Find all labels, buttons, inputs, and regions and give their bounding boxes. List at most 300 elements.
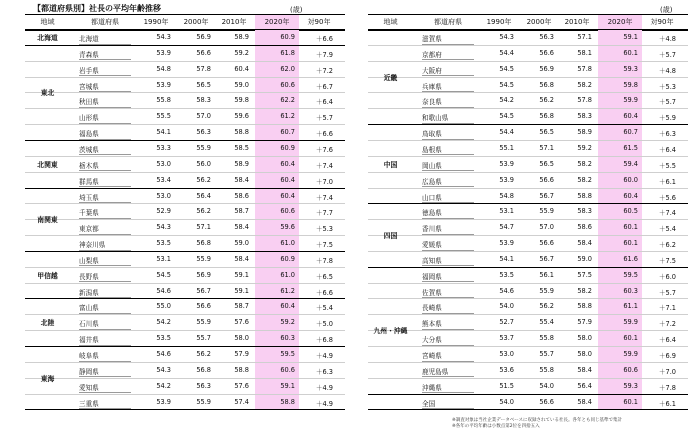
value-y2020: 59.2 [280,318,295,327]
value-diff: ＋7.5 [315,241,333,250]
table-row [25,124,345,141]
value-y2020: 59.5 [623,270,638,279]
table-row [25,378,345,395]
value-y1990: 54.5 [499,80,514,89]
value-y2020: 60.1 [623,397,638,406]
table-row [25,219,345,236]
value-y2000: 56.3 [196,128,211,137]
value-y1990: 54.6 [499,286,514,295]
region-label: 東海 [40,374,55,383]
table-row [25,45,345,62]
value-diff: ＋5.4 [658,225,676,234]
value-y2000: 57.1 [539,143,554,152]
value-y2010: 57.4 [234,397,249,406]
prefecture-name: 高知県 [422,255,474,267]
value-y1990: 54.5 [156,270,171,279]
prefecture-name: 富山県 [79,302,131,314]
value-y2020: 59.4 [623,159,638,168]
table-row [25,92,345,109]
value-y1990: 53.6 [499,365,514,374]
value-y1990: 54.2 [499,96,514,105]
value-y2010: 58.9 [234,159,249,168]
value-diff: ＋7.4 [315,161,333,170]
value-diff: ＋4.8 [658,66,676,75]
value-y2000: 56.1 [539,270,554,279]
value-y2020: 60.3 [280,334,295,343]
value-y2010: 57.8 [577,64,592,73]
value-diff: ＋4.9 [315,399,333,408]
value-y2010: 58.4 [234,223,249,232]
value-diff: ＋6.6 [315,288,333,297]
table-row [368,394,688,411]
value-y1990: 54.5 [499,112,514,121]
value-y2020: 60.1 [623,48,638,57]
value-y2010: 58.9 [577,128,592,137]
table-row [25,203,345,220]
prefecture-name: 奈良県 [422,96,474,108]
value-diff: ＋6.1 [658,399,676,408]
value-y2010: 59.2 [577,143,592,152]
prefecture-name: 埼玉県 [79,192,131,204]
prefecture-name: 熊本県 [422,318,474,330]
table-row [368,29,688,46]
value-diff: ＋6.1 [658,177,676,186]
value-diff: ＋7.8 [658,383,676,392]
value-y1990: 53.1 [156,254,171,263]
value-y2000: 57.1 [196,223,211,232]
value-y2010: 58.2 [577,286,592,295]
value-y2000: 56.7 [539,191,554,200]
value-y2000: 56.6 [539,239,554,248]
value-diff: ＋7.6 [315,145,333,154]
value-diff: ＋5.3 [315,225,333,234]
value-y2020: 59.8 [623,80,638,89]
value-y2000: 55.4 [539,318,554,327]
value-y1990: 54.8 [499,191,514,200]
value-y2010: 58.2 [577,175,592,184]
table-row [368,267,688,284]
value-y2000: 56.9 [539,64,554,73]
table-row [25,362,345,379]
table-bottom-rule [25,409,345,410]
value-y1990: 53.9 [156,80,171,89]
value-y2000: 56.4 [196,191,211,200]
table-row [368,156,688,173]
table-row [368,92,688,109]
value-diff: ＋5.3 [658,82,676,91]
prefecture-name: 青森県 [79,49,131,61]
value-y2020: 60.7 [623,128,638,137]
value-diff: ＋7.0 [315,177,333,186]
value-y2010: 58.3 [577,112,592,121]
value-y2020: 60.4 [280,159,295,168]
prefecture-name: 佐賀県 [422,287,474,299]
value-y2010: 56.4 [577,381,592,390]
region-label: 九州・沖縄 [373,327,408,336]
value-y2000: 55.8 [539,365,554,374]
value-y1990: 53.7 [499,334,514,343]
value-y1990: 52.9 [156,207,171,216]
value-y2020: 60.4 [280,191,295,200]
table-row [368,362,688,379]
value-y2010: 59.0 [234,80,249,89]
prefecture-name: 兵庫県 [422,81,474,93]
value-y2010: 57.9 [577,318,592,327]
value-y2020: 60.1 [623,334,638,343]
table-row [25,235,345,252]
value-y2000: 56.2 [196,175,211,184]
prefecture-name: 岩手県 [79,65,131,77]
value-y2010: 58.6 [234,191,249,200]
value-y2000: 56.6 [539,397,554,406]
prefecture-name: 和歌山県 [422,112,474,124]
value-y2010: 58.8 [234,365,249,374]
prefecture-name: 長崎県 [422,302,474,314]
value-y2020: 59.9 [623,96,638,105]
value-y2000: 56.2 [196,350,211,358]
value-y2020: 59.9 [623,350,638,358]
value-y2000: 56.9 [196,33,211,41]
table-row [25,298,345,315]
value-y2000: 56.0 [196,159,211,168]
value-y1990: 53.5 [156,334,171,343]
header-pref: 都道府県 [91,18,119,26]
prefecture-name: 福岡県 [422,271,474,283]
value-y2010: 58.4 [234,254,249,263]
prefecture-name: 千葉県 [79,207,131,219]
value-y2010: 57.6 [234,381,249,390]
value-y2020: 59.1 [623,33,638,41]
table-row [25,283,345,300]
value-y1990: 54.4 [499,128,514,137]
value-y2020: 58.8 [280,397,295,406]
header-pref: 都道府県 [434,18,462,26]
region-label: 南関東 [37,216,58,225]
value-diff: ＋5.5 [658,161,676,170]
table-row [368,314,688,331]
region-label: 甲信越 [37,271,58,280]
value-y1990: 53.0 [499,350,514,358]
prefecture-name: 沖縄県 [422,382,474,394]
value-y2020: 60.9 [280,254,295,263]
header-y2020: 2020年 [264,18,290,26]
value-y2020: 61.0 [280,270,295,279]
value-y2010: 58.6 [577,223,592,232]
value-y2000: 55.9 [539,286,554,295]
value-diff: ＋7.4 [315,193,333,202]
value-diff: ＋7.1 [658,304,676,313]
value-y1990: 54.4 [499,48,514,57]
table-row [25,108,345,125]
footnote-2: ※各年の平均年齢は小数点第2位を四捨五入 [452,423,540,429]
value-diff: ＋5.6 [658,193,676,202]
value-y2010: 59.0 [577,254,592,263]
table-row [368,108,688,125]
value-y1990: 53.5 [156,239,171,248]
value-y1990: 53.5 [499,270,514,279]
value-y2000: 56.6 [539,48,554,57]
value-y1990: 53.9 [499,159,514,168]
value-y2000: 56.6 [196,48,211,57]
value-y2020: 62.0 [280,64,295,73]
value-y2020: 60.4 [623,191,638,200]
prefecture-name: 愛知県 [79,382,131,394]
value-y1990: 55.0 [156,302,171,311]
value-y1990: 53.9 [499,175,514,184]
value-y2000: 58.3 [196,96,211,105]
value-diff: ＋6.5 [315,272,333,281]
value-y1990: 54.6 [156,350,171,358]
table-bottom-rule [368,409,688,410]
value-y2000: 55.9 [196,318,211,327]
value-y1990: 51.5 [499,381,514,390]
value-y2000: 57.0 [539,223,554,232]
value-y2020: 60.6 [280,207,295,216]
value-y2020: 60.4 [280,302,295,311]
prefecture-name: 山口県 [422,192,474,204]
region-label: 北関東 [37,160,58,169]
table-row [25,188,345,205]
value-y1990: 53.3 [156,143,171,152]
table-row [368,172,688,189]
value-diff: ＋6.0 [658,272,676,281]
value-y2000: 57.8 [196,64,211,73]
value-diff: ＋5.7 [315,114,333,123]
header-y1990: 1990年 [143,18,169,26]
value-y2000: 56.3 [196,381,211,390]
value-y2000: 56.5 [539,128,554,137]
value-y2010: 57.8 [577,96,592,105]
value-y2010: 57.9 [234,350,249,358]
table-row [25,172,345,189]
value-y2020: 61.2 [280,112,295,121]
header-y2000: 2000年 [183,18,209,26]
prefecture-name: 静岡県 [79,366,131,378]
prefecture-name: 大分県 [422,334,474,346]
header-y2020: 2020年 [607,18,633,26]
region-label: 中国 [383,160,398,169]
value-y2020: 60.9 [280,33,295,41]
value-y1990: 55.1 [499,143,514,152]
table-row [368,298,688,315]
prefecture-name: 大阪府 [422,65,474,77]
prefecture-name: 栃木県 [79,160,131,172]
value-diff: ＋4.9 [315,352,333,360]
prefecture-name: 東京都 [79,223,131,235]
table-row [368,203,688,220]
value-y1990: 55.5 [156,112,171,121]
value-y2000: 56.7 [196,286,211,295]
prefecture-name: 北海道 [79,33,131,45]
value-y2000: 56.6 [196,302,211,311]
header-y2000: 2000年 [526,18,552,26]
value-y2020: 61.8 [280,48,295,57]
value-diff: ＋7.2 [658,320,676,329]
header-diff: 対90年 [650,18,674,26]
table-row [368,283,688,300]
value-diff: ＋6.3 [658,130,676,139]
unit-label-right: (歳) [660,6,673,14]
value-y2010: 58.0 [577,350,592,358]
value-diff: ＋6.6 [315,35,333,43]
region-label: 四国 [383,232,398,241]
value-y2020: 61.0 [280,239,295,248]
value-y2010: 57.1 [577,33,592,41]
value-y1990: 55.8 [156,96,171,105]
value-y2010: 58.4 [577,239,592,248]
value-y2000: 55.9 [196,143,211,152]
value-y1990: 53.9 [156,48,171,57]
value-y2000: 56.8 [539,80,554,89]
value-diff: ＋6.6 [315,130,333,139]
left-table [25,14,345,428]
prefecture-name: 宮崎県 [422,350,474,362]
value-diff: ＋6.4 [658,145,676,154]
table-row [25,61,345,78]
value-y1990: 54.2 [156,381,171,390]
table-row [25,267,345,284]
value-y1990: 53.9 [499,239,514,248]
value-y2010: 58.7 [234,302,249,311]
prefecture-name: 群馬県 [79,176,131,188]
value-y2010: 58.1 [577,48,592,57]
prefecture-name: 宮城県 [79,81,131,93]
value-diff: ＋6.4 [658,336,676,345]
value-y2010: 58.4 [577,365,592,374]
header-region: 地域 [40,18,55,26]
value-y1990: 54.3 [156,223,171,232]
value-y2020: 61.6 [623,254,638,263]
value-y2020: 61.5 [623,143,638,152]
prefecture-name: 福井県 [79,334,131,346]
value-y2020: 60.4 [280,175,295,184]
prefecture-name: 愛媛県 [422,239,474,251]
value-y2010: 60.4 [234,64,249,73]
value-y2010: 58.0 [234,334,249,343]
prefecture-name: 山形県 [79,112,131,124]
table-row [25,330,345,347]
table-row [368,235,688,252]
value-y2010: 57.6 [234,318,249,327]
value-y2020: 62.2 [280,96,295,105]
region-label: 北陸 [40,319,55,328]
value-diff: ＋5.7 [658,288,676,297]
header-region: 地域 [383,18,398,26]
value-y2020: 60.0 [623,175,638,184]
value-y2000: 56.8 [196,365,211,374]
value-y1990: 54.3 [156,33,171,41]
value-y2010: 59.8 [234,96,249,105]
prefecture-name: 香川県 [422,223,474,235]
value-diff: ＋7.8 [315,256,333,265]
value-diff: ＋5.9 [658,114,676,123]
header-y2010: 2010年 [564,18,590,26]
value-diff: ＋6.7 [315,82,333,91]
table-row [25,314,345,331]
value-y2010: 59.2 [234,48,249,57]
value-y2010: 58.0 [577,334,592,343]
value-y1990: 54.2 [156,318,171,327]
value-y1990: 54.1 [156,128,171,137]
value-y2020: 59.6 [280,223,295,232]
value-diff: ＋6.8 [315,336,333,345]
value-diff: ＋7.9 [315,50,333,59]
value-y2010: 58.4 [577,397,592,406]
value-y2020: 60.1 [623,239,638,248]
value-y1990: 53.1 [499,207,514,216]
prefecture-name: 広島県 [422,176,474,188]
value-y2010: 58.8 [577,191,592,200]
table-row [25,140,345,157]
prefecture-name: 全国 [422,398,474,410]
prefecture-name: 秋田県 [79,96,131,108]
value-y2010: 58.2 [577,80,592,89]
table-row [25,29,345,46]
value-y1990: 54.7 [499,223,514,232]
value-y1990: 53.4 [156,175,171,184]
value-diff: ＋6.9 [658,352,676,360]
value-y1990: 54.1 [499,254,514,263]
value-y2000: 56.5 [539,159,554,168]
value-y2010: 58.2 [577,159,592,168]
value-y2000: 56.3 [539,33,554,41]
table-row [368,219,688,236]
prefecture-name: 石川県 [79,318,131,330]
value-diff: ＋5.4 [315,304,333,313]
prefecture-name: 鳥取県 [422,128,474,140]
value-y2020: 59.5 [280,350,295,358]
header-y2010: 2010年 [221,18,247,26]
footnotes [452,418,622,429]
value-y1990: 54.0 [499,397,514,406]
unit-label-left: (歳) [290,6,303,14]
value-diff: ＋6.3 [315,367,333,376]
prefecture-name: 福島県 [79,128,131,140]
prefecture-name: 京都府 [422,49,474,61]
table-row [25,251,345,268]
value-y2020: 60.9 [280,143,295,152]
value-diff: ＋7.5 [658,256,676,265]
value-y2020: 60.6 [623,365,638,374]
table-row [25,156,345,173]
value-y2020: 61.1 [623,302,638,311]
value-y2020: 59.3 [623,381,638,390]
value-diff: ＋7.2 [315,66,333,75]
value-y2010: 57.5 [577,270,592,279]
table-row [368,251,688,268]
value-y2010: 59.1 [234,270,249,279]
right-table [368,14,688,428]
value-diff: ＋5.7 [658,98,676,107]
table-row [368,378,688,395]
prefecture-name: 岐阜県 [79,350,131,362]
prefecture-name: 滋賀県 [422,33,474,45]
value-y2020: 60.5 [623,207,638,216]
prefecture-name: 神奈川県 [79,239,131,251]
prefecture-name: 茨城県 [79,144,131,156]
value-y2020: 59.1 [280,381,295,390]
value-y2000: 56.2 [539,96,554,105]
value-diff: ＋5.7 [658,50,676,59]
prefecture-name: 島根県 [422,144,474,156]
value-y1990: 53.9 [156,397,171,406]
value-diff: ＋7.0 [658,367,676,376]
value-y1990: 54.3 [156,365,171,374]
table-row [368,346,688,363]
value-y2000: 56.2 [196,207,211,216]
prefecture-name: 三重県 [79,398,131,410]
table-row [25,77,345,94]
